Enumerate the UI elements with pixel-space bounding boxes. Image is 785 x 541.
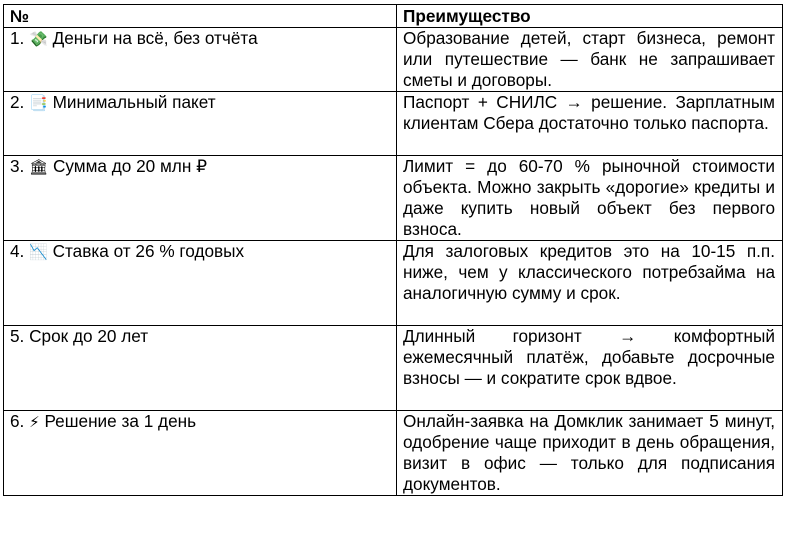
row-advantage-cell bbox=[397, 241, 783, 326]
table-row bbox=[4, 156, 783, 241]
chart-decreasing-icon: 📉 bbox=[29, 243, 48, 261]
row-title-cell bbox=[4, 92, 397, 156]
row-title: Срок до 20 лет bbox=[29, 326, 149, 346]
row-advantage: Для залоговых кредитов это на 10-15 п.п. ниже, чем у классического потребзайма на аналогичную сумму и срок. bbox=[403, 241, 775, 303]
row-number: 4. bbox=[10, 241, 25, 261]
row-advantage-cell bbox=[397, 92, 783, 156]
row-number: 6. bbox=[10, 411, 25, 431]
table-header-row bbox=[4, 5, 783, 28]
row-title: Ставка от 26 % годовых bbox=[52, 241, 245, 261]
row-advantage: Длинный горизонт → комфортный ежемесячный платёж, добавьте досрочные взносы — и сократите срок вдвое. bbox=[403, 326, 775, 388]
row-number: 3. bbox=[10, 156, 25, 176]
row-advantage: Лимит = до 60-70 % рыночной стоимости объекта. Можно закрыть «дорогие» кредиты и даже купить новый объект без первого взноса. bbox=[403, 156, 775, 239]
row-advantage: Образование детей, старт бизнеса, ремонт или путешествие — банк не запрашивает сметы и договоры. bbox=[403, 28, 775, 90]
row-title-cell bbox=[4, 326, 397, 411]
row-advantage-cell bbox=[397, 326, 783, 411]
lightning-icon: ⚡ bbox=[29, 413, 40, 431]
row-advantage-cell bbox=[397, 28, 783, 92]
table-row bbox=[4, 241, 783, 326]
table-row bbox=[4, 92, 783, 156]
row-title-cell bbox=[4, 411, 397, 496]
money-with-wings-icon: 💸 bbox=[29, 30, 48, 48]
documents-icon: 📑 bbox=[29, 94, 48, 112]
row-title: Деньги на всё, без отчёта bbox=[52, 28, 258, 48]
benefits-table bbox=[3, 4, 783, 496]
table-row bbox=[4, 326, 783, 411]
row-number: 1. bbox=[10, 28, 25, 48]
header-advantage: Преимущество bbox=[397, 5, 783, 28]
row-advantage-cell bbox=[397, 156, 783, 241]
row-title: Решение за 1 день bbox=[44, 411, 197, 431]
row-advantage-cell bbox=[397, 411, 783, 496]
row-title: Минимальный пакет bbox=[52, 92, 216, 112]
table-row bbox=[4, 28, 783, 92]
row-advantage: Онлайн-заявка на Домклик занимает 5 минут, одобрение чаще приходит в день обращения, визит в офис — только для подписания документов. bbox=[403, 411, 775, 494]
row-title-cell bbox=[4, 241, 397, 326]
row-advantage: Паспорт + СНИЛС → решение. Зарплатным клиентам Сбера достаточно только паспорта. bbox=[403, 92, 775, 133]
row-number: 5. bbox=[10, 326, 25, 346]
bank-building-icon: 🏛 bbox=[29, 158, 49, 176]
row-number: 2. bbox=[10, 92, 25, 112]
row-title-cell bbox=[4, 156, 397, 241]
row-title: Сумма до 20 млн ₽ bbox=[52, 156, 208, 176]
row-title-cell bbox=[4, 28, 397, 92]
table-row bbox=[4, 411, 783, 496]
header-number: № bbox=[4, 5, 397, 28]
